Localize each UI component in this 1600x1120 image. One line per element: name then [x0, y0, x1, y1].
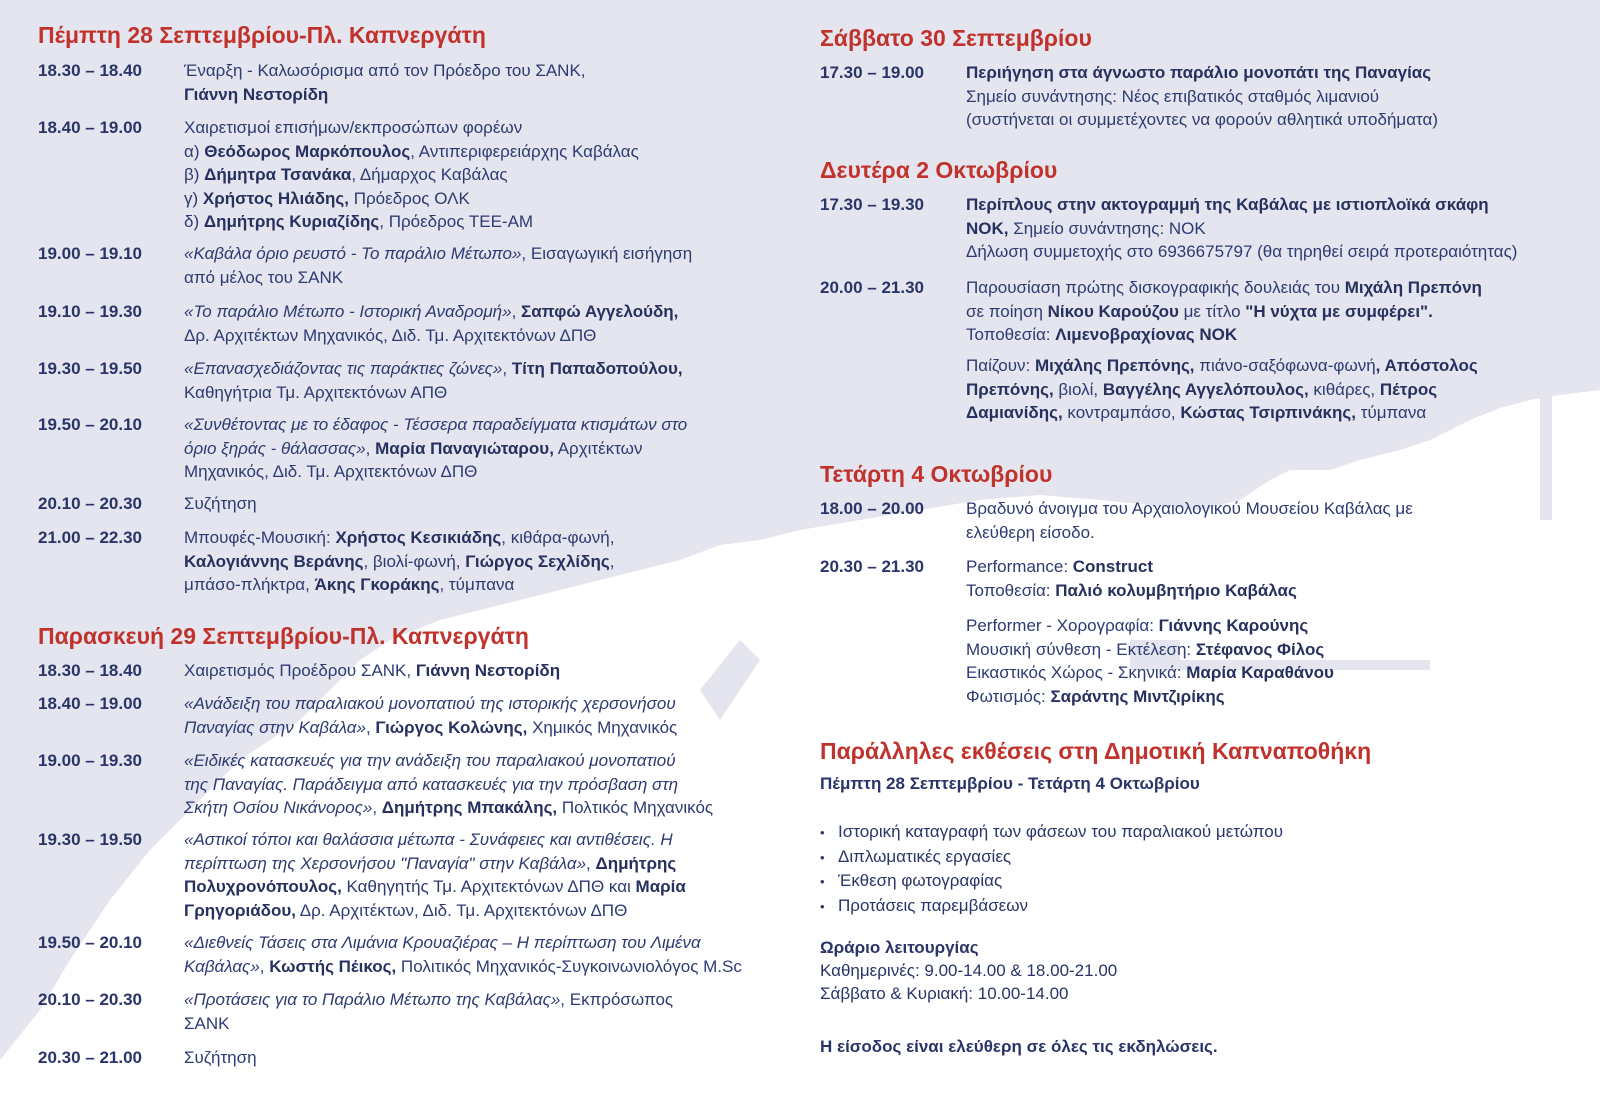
schedule-event	[38, 300, 678, 347]
bold-name: Στέφανος Φίλος	[1195, 639, 1325, 659]
talk-title: Καβάλας»	[184, 956, 260, 976]
event-description	[966, 276, 1482, 347]
bold-name: Μαρία Καραθάνου	[1186, 663, 1334, 682]
event-description	[184, 659, 560, 683]
event-time: 18.40 – 19.00	[38, 694, 142, 713]
day-title-monday: Δευτέρα 2 Οκτωβρίου	[820, 157, 1058, 183]
day-title-saturday: Σάββατο 30 Σεπτεμβρίου	[820, 25, 1092, 51]
text-segment: Τοποθεσία:	[966, 580, 1056, 600]
description-line	[184, 83, 586, 107]
text-segment: , βιολί-φωνή,	[363, 551, 466, 571]
bold-name: Άκης Γκοράκης	[314, 575, 440, 594]
bold-name: Πέτρος	[1379, 379, 1438, 399]
bold-name: Δημήτρης	[595, 853, 677, 873]
event-time: 19.50 – 20.10	[38, 933, 142, 952]
schedule-event	[38, 242, 692, 289]
description-line	[184, 773, 713, 797]
text-segment: , Εισαγωγική εισήγηση	[521, 244, 693, 263]
event-time: 18.40 – 19.00	[38, 118, 142, 137]
event-time: 19.30 – 19.50	[38, 359, 142, 378]
description-line	[184, 796, 713, 820]
schedule-event	[38, 59, 586, 106]
event-description	[184, 116, 639, 234]
event-description	[184, 931, 742, 978]
schedule-event	[38, 931, 742, 978]
talk-title: «Προτάσεις για το Παράλιο Μέτωπο της Καβάλας»	[184, 990, 561, 1009]
text-segment: , Αντιπεριφερειάρχης Καβάλας	[410, 141, 639, 161]
description-line	[184, 659, 560, 683]
free-entry-note: Η είσοδος είναι ελεύθερη σε όλες τις εκδηλώσεις.	[820, 1037, 1218, 1056]
event-description	[184, 242, 692, 289]
bold-name: Γρηγοριάδου,	[184, 900, 296, 920]
schedule-event	[38, 526, 614, 597]
text-segment: Έναρξη - Καλωσόρισμα από τον Πρόεδρο του ΣΑΝΚ,	[184, 61, 586, 80]
text-segment: κοντραμπάσο,	[1062, 403, 1181, 422]
text-segment: ,	[511, 302, 522, 321]
description-line	[184, 242, 692, 266]
day-title-thursday: Πέμπτη 28 Σεπτεμβρίου-Πλ. Καπνεργάτη	[38, 22, 486, 48]
text-segment: Performance:	[966, 557, 1073, 576]
event-time: 19.00 – 19.10	[38, 244, 142, 263]
exhibitions-title: Παράλληλες εκθέσεις στη Δημοτική Καπναποθήκη	[820, 738, 1372, 764]
bold-name: Κώστας Τσιρπινάκης,	[1180, 403, 1356, 422]
bold-name: Γιώργος Σεχλίδης	[465, 551, 610, 571]
description-line	[966, 108, 1438, 132]
text-segment: Πρόεδρος ΟΛΚ	[348, 188, 470, 208]
bold-name: Τίτη Παπαδοπούλου,	[511, 359, 683, 378]
event-description	[184, 300, 678, 347]
event-description	[966, 497, 1413, 544]
bold-name: Γιάννη Νεστορίδη	[184, 84, 329, 104]
text-segment: ,	[502, 359, 512, 378]
bold-name: , Απόστολος	[1375, 356, 1478, 375]
talk-title: περίπτωση της Χερσονήσου "Παναγία" στην Καβάλα»	[184, 853, 587, 873]
text-segment: , Δήμαρχος Καβάλας	[351, 165, 508, 184]
description-line	[184, 413, 687, 437]
text-segment: Δήλωση συμμετοχής στο 6936675797 (θα τηρηθεί σειρά προτεραιότητας)	[966, 242, 1518, 261]
description-line	[966, 276, 1482, 300]
description-line	[966, 497, 1413, 521]
description-line	[966, 555, 1297, 579]
text-segment: β)	[184, 165, 205, 184]
description-line	[184, 931, 742, 955]
bold-name: Δημήτρης Μπακάλης,	[381, 798, 558, 817]
description-line	[184, 828, 686, 852]
bold-name: Περιήγηση στα άγνωστο παράλιο μονοπάτι της Παναγίας	[966, 63, 1432, 82]
description-line	[184, 716, 677, 740]
event-time: 19.00 – 19.30	[38, 751, 142, 770]
bold-name: Γιάννη Νεστορίδη	[415, 661, 561, 680]
exhibitions-list	[820, 820, 1283, 918]
description-line	[184, 357, 683, 381]
description-line	[966, 579, 1297, 603]
description-line	[184, 381, 683, 405]
event-description	[184, 59, 586, 106]
bold-name: Καλογιάννης Βεράνης	[184, 551, 364, 571]
event-description	[966, 555, 1297, 602]
bold-name: "Η νύχτα με συμφέρει".	[1245, 301, 1433, 321]
text-segment: Πολτικός Μηχανικός	[557, 798, 714, 817]
event-description	[184, 526, 614, 597]
description-line	[184, 140, 639, 164]
text-segment: Χαιρετισμός Προέδρου ΣΑΝΚ,	[184, 661, 416, 680]
description-line	[184, 1012, 673, 1036]
text-segment: με τίτλο	[1178, 301, 1246, 321]
event-description	[184, 492, 257, 516]
text-segment: Εικαστικός Χώρος - Σκηνικά:	[966, 663, 1187, 682]
text-segment: Performer - Χορογραφία:	[966, 616, 1159, 635]
bold-name: Δημήτρης Κυριαζίδης	[203, 212, 380, 231]
text-segment: ,	[609, 551, 615, 571]
schedule-event	[820, 354, 1478, 425]
schedule-event	[820, 193, 1517, 264]
bold-name: Παλιό κολυμβητήριο Καβάλας	[1055, 580, 1297, 600]
bold-name: Μιχάλης Πρεπόνης,	[1034, 356, 1195, 375]
description-line	[966, 300, 1482, 324]
schedule-event	[38, 1046, 257, 1070]
description-line	[966, 354, 1478, 378]
event-time: 20.30 – 21.30	[820, 557, 924, 576]
list-item: • Ιστορική καταγραφή των φάσεων του παραλιακού μετώπου	[820, 820, 1283, 845]
description-line	[966, 323, 1482, 347]
description-line	[184, 852, 686, 876]
description-line	[184, 324, 678, 348]
text-segment: μπάσο-πλήκτρα,	[184, 575, 315, 594]
event-time: 19.10 – 19.30	[38, 302, 142, 321]
text-segment: Μουσική σύνθεση - Εκτέλεση:	[966, 639, 1196, 659]
bold-name: Κωστής Πέικος,	[269, 956, 397, 976]
event-time	[820, 354, 966, 425]
schedule-event	[38, 659, 560, 683]
text-segment: Καθηγήτρια Τμ. Αρχιτεκτόνων ΑΠΘ	[184, 382, 448, 402]
bold-name: Construct	[1072, 557, 1154, 576]
event-description	[966, 354, 1478, 425]
talk-title: «Αστικοί τόποι και θαλάσσια μέτωπα - Συνάφειες και αντιθέσεις. Η	[184, 830, 673, 849]
event-time: 19.30 – 19.50	[38, 830, 142, 849]
talk-title: Σκήτη Οσίου Νικάνορος»	[184, 798, 373, 817]
text-segment: βιολί,	[1053, 379, 1103, 399]
text-segment: Συζήτηση	[184, 494, 257, 513]
schedule-event	[38, 828, 686, 922]
schedule-event	[38, 692, 677, 739]
bold-name: Περίπλους στην ακτογραμμή της Καβάλας με ιστιοπλοϊκά σκάφη	[966, 195, 1489, 214]
description-line	[184, 116, 639, 140]
event-description	[184, 413, 687, 484]
bold-name: Λιμενοβραχίονας ΝΟΚ	[1055, 325, 1238, 344]
event-time: 19.50 – 20.10	[38, 415, 142, 434]
text-segment: ελεύθερη είσοδο.	[966, 522, 1095, 542]
text-segment: Δρ. Αρχιτέκτων, Διδ. Τμ. Αρχιτεκτόνων ΔΠΘ	[295, 900, 628, 920]
description-line	[184, 437, 687, 461]
description-line	[966, 638, 1334, 662]
bold-name: Μαρία Παναγιώταρου,	[375, 438, 554, 458]
event-description	[184, 749, 713, 820]
event-description	[184, 1046, 257, 1070]
text-segment: Τοποθεσία:	[966, 325, 1056, 344]
text-segment: , Εκπρόσωπος	[560, 990, 674, 1009]
text-segment: Πολιτικός Μηχανικός-Συγκοινωνιολόγος M.Sc	[396, 956, 742, 976]
description-line	[184, 526, 614, 550]
event-description	[184, 828, 686, 922]
description-line	[184, 550, 614, 574]
description-line	[184, 988, 673, 1012]
text-segment: Παίζουν:	[966, 356, 1035, 375]
event-time: 18.00 – 20.00	[820, 499, 924, 518]
description-line	[966, 193, 1517, 217]
text-segment: Μηχανικός, Διδ. Τμ. Αρχιτεκτόνων ΔΠΘ	[184, 462, 478, 481]
event-time: 20.10 – 20.30	[38, 494, 142, 513]
list-item: • Έκθεση φωτογραφίας	[820, 869, 1283, 894]
description-line	[184, 899, 686, 923]
bold-name: Δαμιανίδης,	[966, 403, 1063, 422]
schedule-event	[820, 497, 1413, 544]
schedule-event	[820, 61, 1438, 132]
talk-title: «Επανασχεδιάζοντας τις παράκτιες ζώνες»	[184, 359, 503, 378]
schedule-event	[820, 555, 1297, 602]
description-line	[184, 460, 687, 484]
description-line	[184, 1046, 257, 1070]
text-segment: Φωτισμός:	[966, 686, 1051, 706]
schedule-event	[38, 749, 713, 820]
list-item: • Προτάσεις παρεμβάσεων	[820, 894, 1283, 919]
description-line	[184, 59, 586, 83]
hours-weekdays: Καθημερινές: 9.00-14.00 & 18.00-21.00	[820, 961, 1118, 980]
event-time: 20.30 – 21.00	[38, 1048, 142, 1067]
bold-name: Γιώργος Κολώνης,	[375, 717, 528, 737]
event-time: 17.30 – 19.30	[820, 195, 924, 214]
text-segment: ,	[586, 853, 596, 873]
bold-name: Γιάννης Καρούνης	[1158, 616, 1309, 635]
event-time: 18.30 – 18.40	[38, 661, 142, 680]
text-segment: τύμπανα	[1356, 403, 1427, 422]
text-segment: ,	[259, 956, 270, 976]
talk-title: Παναγίας στην Καβάλα»	[184, 717, 366, 737]
day-title-friday: Παρασκευή 29 Σεπτεμβρίου-Πλ. Καπνεργάτη	[38, 623, 529, 649]
text-segment: , τύμπανα	[439, 575, 515, 594]
text-segment: Μπουφές-Μουσική:	[184, 528, 336, 547]
event-time: 18.30 – 18.40	[38, 61, 142, 80]
schedule-event	[820, 276, 1482, 347]
text-segment: ΣΑΝΚ	[184, 1013, 230, 1033]
description-line	[966, 61, 1438, 85]
bold-name: Χρήστος Κεσικιάδης	[335, 528, 502, 547]
bold-name: Πολυχρονόπουλος,	[184, 877, 342, 896]
bold-name: Δήμητρα Τσανάκα	[204, 165, 352, 184]
day-title-wednesday: Τετάρτη 4 Οκτωβρίου	[820, 461, 1053, 487]
event-description	[184, 988, 673, 1035]
text-segment: κιθάρες,	[1308, 379, 1380, 399]
text-segment: Σημείο συνάντησης: ΝΟΚ	[1008, 218, 1206, 238]
harbor-pier	[1540, 395, 1552, 520]
text-segment: , Πρόεδρος ΤΕΕ-ΑΜ	[379, 212, 534, 231]
description-line	[966, 378, 1478, 402]
description-line	[966, 217, 1517, 241]
event-description	[184, 692, 677, 739]
text-segment: Παρουσίαση πρώτης δισκογραφικής δουλειάς του	[966, 278, 1345, 297]
event-description	[966, 614, 1334, 708]
text-segment: Συζήτηση	[184, 1048, 257, 1067]
text-segment: πιάνο-σαξόφωνα-φωνή	[1194, 356, 1376, 375]
text-segment: δ)	[184, 212, 204, 231]
schedule-event	[38, 357, 683, 404]
bold-name: Μιχάλη Πρεπόνη	[1344, 278, 1482, 297]
text-segment: Βραδυνό άνοιγμα του Αρχαιολογικού Μουσείου Καβάλας με	[966, 499, 1413, 518]
text-segment: ,	[365, 438, 376, 458]
schedule-event	[820, 614, 1334, 708]
bold-name: Μαρία	[635, 877, 686, 896]
talk-title: «Καβάλα όριο ρευστό - Το παράλιο Μέτωπο»	[184, 244, 522, 263]
bold-name: Πρεπόνης,	[966, 379, 1054, 399]
description-line	[184, 266, 692, 290]
description-line	[184, 163, 639, 187]
description-line	[966, 240, 1517, 264]
event-description	[184, 357, 683, 404]
bold-name: Σαράντης Μιντζιρίκης	[1050, 686, 1225, 706]
description-line	[184, 492, 257, 516]
text-segment: Δρ. Αρχιτέκτων Μηχανικός, Διδ. Τμ. Αρχιτεκτόνων ΔΠΘ	[184, 325, 597, 345]
bold-name: Χρήστος Ηλιάδης,	[202, 188, 349, 208]
description-line	[184, 300, 678, 324]
event-time: 21.00 – 22.30	[38, 528, 142, 547]
description-line	[184, 955, 742, 979]
event-description	[966, 61, 1438, 132]
text-segment: , κιθάρα-φωνή,	[501, 528, 615, 547]
schedule-event	[38, 413, 687, 484]
text-segment: α)	[184, 141, 205, 161]
description-line	[966, 614, 1334, 638]
event-time: 20.10 – 20.30	[38, 990, 142, 1009]
bold-name: Βαγγέλης Αγγελόπουλος,	[1102, 379, 1309, 399]
bold-name: ΝΟΚ,	[966, 218, 1009, 238]
description-line	[184, 692, 677, 716]
talk-title: της Παναγίας. Παράδειγμα από κατασκευές για την πρόσβαση στη	[184, 774, 679, 794]
description-line	[966, 685, 1334, 709]
text-segment: ,	[365, 717, 376, 737]
list-item: • Διπλωματικές εργασίες	[820, 845, 1283, 870]
description-line	[184, 573, 614, 597]
text-segment: γ)	[184, 188, 203, 208]
talk-title: «Συνθέτοντας με το έδαφος - Τέσσερα παραδείγματα κτισμάτων στο	[184, 415, 688, 434]
talk-title: «Διεθνείς Τάσεις στα Λιμάνια Κρουαζιέρας – Η περίπτωση του Λιμένα	[184, 933, 701, 952]
exhibitions-dates: Πέμπτη 28 Σεπτεμβρίου - Τετάρτη 4 Οκτωβρίου	[820, 774, 1200, 793]
event-time	[820, 614, 966, 708]
event-description	[966, 193, 1517, 264]
text-segment: (συστήνεται οι συμμετέχοντες να φορούν αθλητικά υποδήματα)	[966, 110, 1438, 129]
description-line	[184, 210, 639, 234]
text-segment: Σημείο συνάντησης: Νέος επιβατικός σταθμός λιμανιού	[966, 86, 1380, 106]
text-segment: σε ποίηση	[966, 301, 1048, 321]
text-segment: Χημικός Μηχανικός	[527, 717, 678, 737]
schedule-event	[38, 116, 639, 234]
hours-title: Ωράριο λειτουργίας	[820, 938, 979, 957]
description-line	[184, 187, 639, 211]
description-line	[184, 875, 686, 899]
schedule-event	[38, 492, 257, 516]
talk-title: «Ειδικές κατασκευές για την ανάδειξη του παραλιακού μονοπατιού	[184, 751, 676, 770]
bold-name: Θεόδωρος Μαρκόπουλος	[204, 141, 411, 161]
description-line	[966, 401, 1478, 425]
event-time: 20.00 – 21.30	[820, 278, 924, 297]
description-line	[966, 85, 1438, 109]
bold-name: Σαπφώ Αγγελούδη,	[521, 302, 679, 321]
hours-weekend: Σάββατο & Κυριακή: 10.00-14.00	[820, 984, 1069, 1003]
description-line	[966, 661, 1334, 685]
schedule-event	[38, 988, 673, 1035]
text-segment: Χαιρετισμοί επισήμων/εκπροσώπων φορέων	[184, 118, 523, 137]
text-segment: Καθηγητής Τμ. Αρχιτεκτόνων ΔΠΘ και	[341, 877, 636, 896]
talk-title: «Ανάδειξη του παραλιακού μονοπατιού της ιστορικής χερσονήσου	[184, 694, 676, 713]
description-line	[966, 521, 1413, 545]
description-line	[184, 749, 713, 773]
text-segment: ,	[372, 798, 382, 817]
text-segment: από μέλος του ΣΑΝΚ	[184, 267, 344, 287]
text-segment: Αρχιτέκτων	[553, 438, 643, 458]
event-time: 17.30 – 19.00	[820, 63, 924, 82]
talk-title: «Το παράλιο Μέτωπο - Ιστορική Αναδρομή»	[184, 302, 512, 321]
talk-title: όριο ξηράς - θάλασσας»	[184, 438, 366, 458]
bold-name: Νίκου Καρούζου	[1047, 301, 1179, 321]
